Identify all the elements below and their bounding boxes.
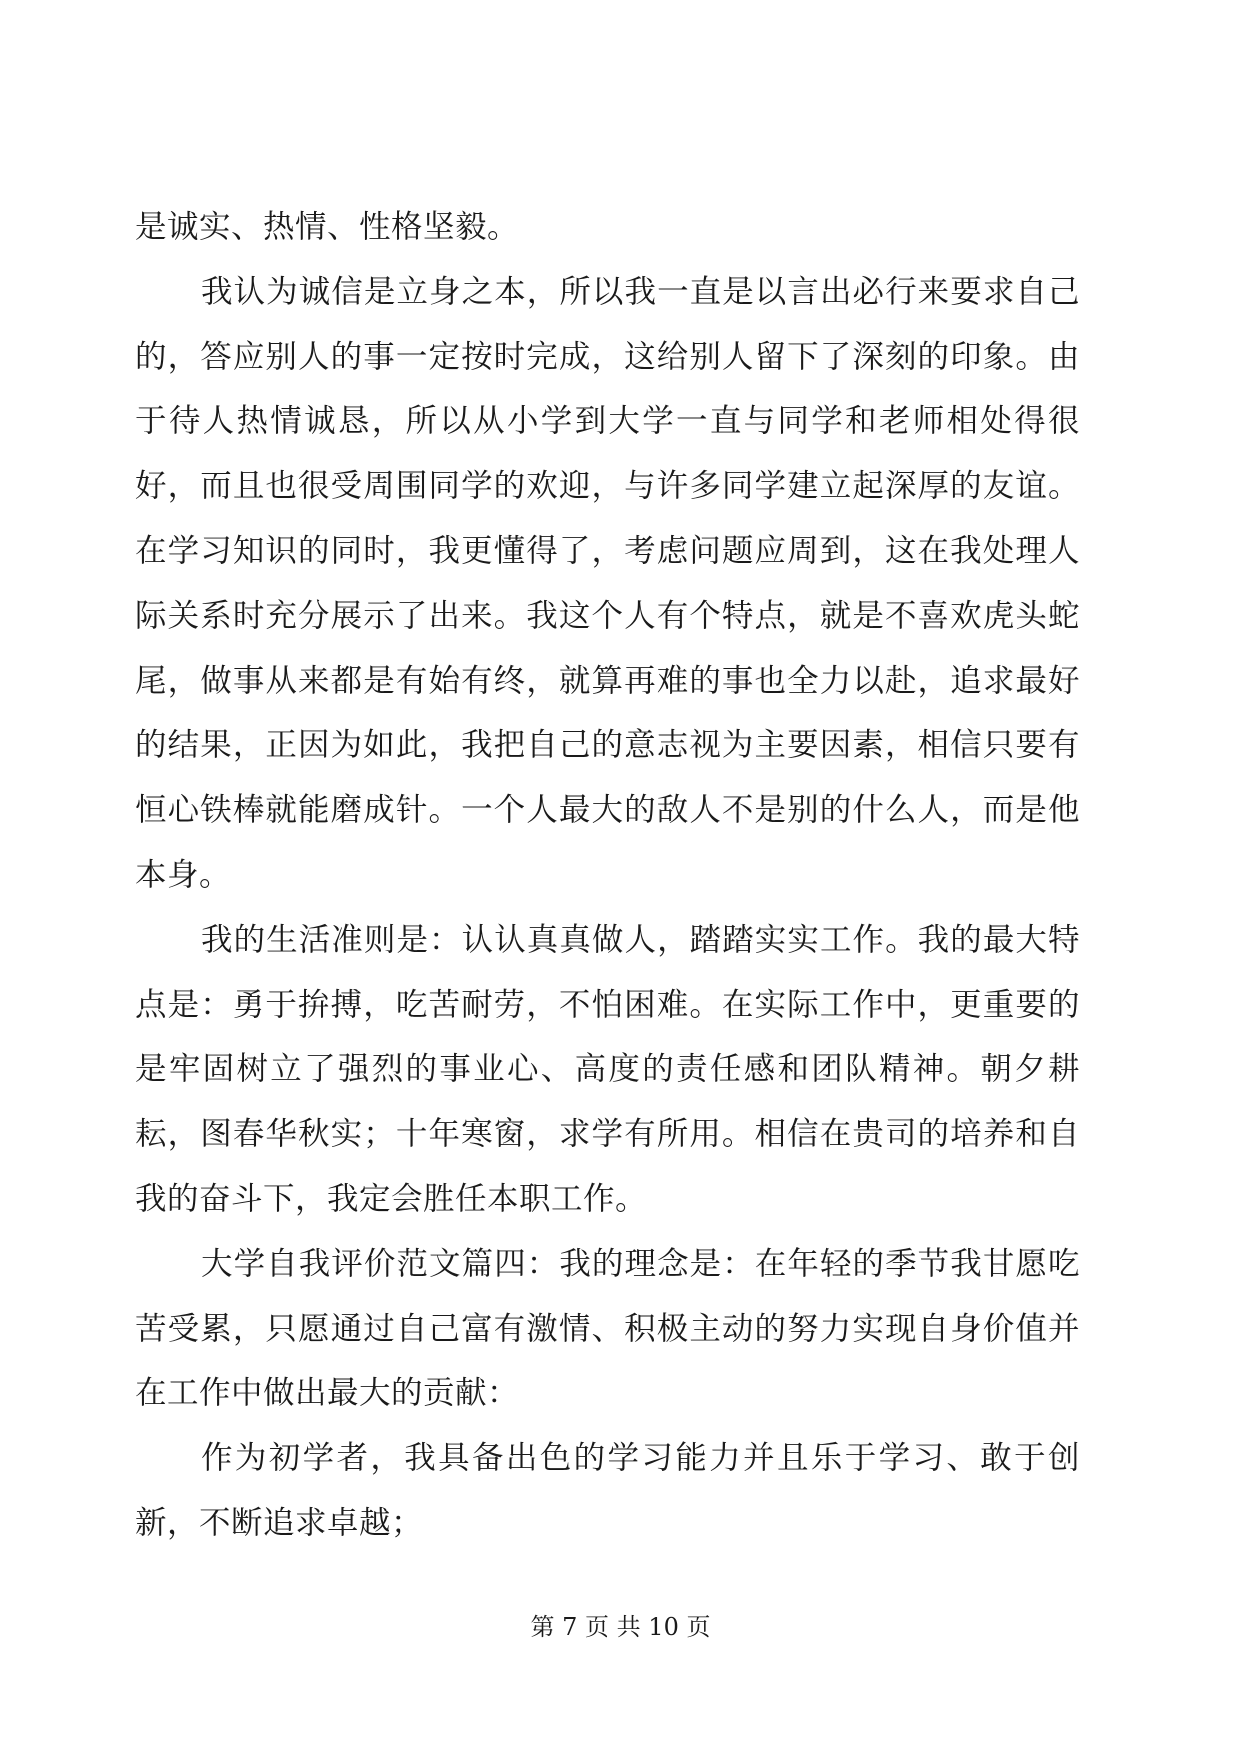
paragraph-5: 作为初学者，我具备出色的学习能力并且乐于学习、敢于创新，不断追求卓越；: [135, 1440, 1080, 1541]
paragraph-2: 我认为诚信是立身之本，所以我一直是以言出必行来要求自己的，答应别人的事一定按时完成，这给别人留下了深刻的印象。由于待人热情诚恳，所以从小学到大学一直与同学和老师相处得很好，而且也很受周围同学的欢迎，与许多同学建立起深厚的友谊。在学习知识的同时，我更懂得了，考虑问题应周到，这在我处理人际关系时充分展示了出来。我这个人有个特点，就是不喜欢虎头蛇尾，做事从来都是有始有终，就算再难的事也全力以赴，追求最好的结果，正因为如此，我把自己的意志视为主要因素，相信只要有恒心铁棒就能磨成针。一个人最大的敌人不是别的什么人，而是他本身。: [135, 273, 1080, 893]
document-body: [135, 195, 1080, 1556]
paragraph-3: 我的生活准则是：认认真真做人，踏踏实实工作。我的最大特点是：勇于拚搏，吃苦耐劳，不怕困难。在实际工作中，更重要的是牢固树立了强烈的事业心、高度的责任感和团队精神。朝夕耕耘，图春华秋实；十年寒窗，求学有所用。相信在贵司的培养和自我的奋斗下，我定会胜任本职工作。: [135, 921, 1080, 1217]
paragraph-4: 大学自我评价范文篇四：我的理念是：在年轻的季节我甘愿吃苦受累，只愿通过自己富有激情、积极主动的努力实现自身价值并在工作中做出最大的贡献：: [135, 1245, 1080, 1412]
page-footer: 第 7 页 共 10 页: [530, 1613, 711, 1641]
paragraph-1: 是诚实、热情、性格坚毅。: [135, 209, 520, 245]
